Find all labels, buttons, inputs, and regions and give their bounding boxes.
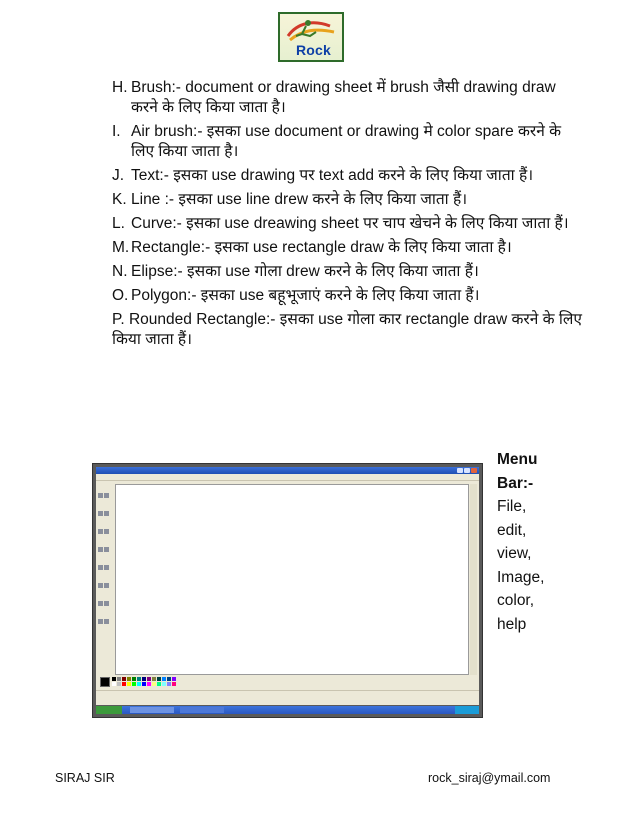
color-swatch xyxy=(147,677,151,681)
tool-descriptions xyxy=(112,78,582,354)
note-value: File, xyxy=(497,498,527,515)
tool-icon xyxy=(104,547,109,552)
color-swatch xyxy=(122,682,126,686)
tool-icon xyxy=(98,619,103,624)
list-item xyxy=(112,122,582,162)
menu-bar-note xyxy=(497,448,577,636)
list-marker: I. xyxy=(112,123,121,140)
taskbar xyxy=(96,706,479,714)
list-item xyxy=(112,78,582,118)
list-item xyxy=(112,310,582,350)
status-bar xyxy=(96,690,479,697)
list-marker: J. xyxy=(112,167,125,184)
list-text xyxy=(112,310,582,350)
color-swatch xyxy=(162,682,166,686)
tool-icon xyxy=(104,493,109,498)
color-swatch xyxy=(137,682,141,686)
tool-icon xyxy=(104,529,109,534)
tool-icon xyxy=(104,583,109,588)
color-swatch xyxy=(167,677,171,681)
list-marker: N. xyxy=(112,263,128,280)
list-text: Brush:- document or drawing sheet में brush जैसी drawing draw करने के लिए किया जाता है। xyxy=(131,79,556,116)
note-value: color, xyxy=(497,592,535,609)
maximize-icon xyxy=(464,468,470,473)
list-item xyxy=(112,238,582,258)
minimize-icon xyxy=(457,468,463,473)
tool-icon xyxy=(98,529,103,534)
color-swatch xyxy=(147,682,151,686)
menu-bar xyxy=(96,474,479,481)
list-text: Air brush:- इसका use document or drawing मे color spare करने के लिए किया जाता है। xyxy=(131,123,562,160)
color-swatch xyxy=(152,682,156,686)
paint-window xyxy=(96,467,479,705)
list-item xyxy=(112,190,582,210)
list-marker: M. xyxy=(112,239,130,256)
tool-icon xyxy=(104,565,109,570)
list-item xyxy=(112,214,582,234)
vertical-scrollbar xyxy=(470,484,477,675)
list-text: Text:- इसका use drawing पर text add करने के लिए किया जाता हैं। xyxy=(131,167,534,184)
list-text-body: Rounded Rectangle:- इसका use गोला कार rectangle draw करने के लिए किया जाता हैं। xyxy=(112,311,582,348)
title-bar xyxy=(96,467,479,474)
list-item xyxy=(112,166,582,186)
taskbar-item xyxy=(180,707,224,713)
note-value: Image, xyxy=(497,568,545,586)
color-swatch xyxy=(112,682,116,686)
note-heading: Bar:- xyxy=(497,474,534,492)
tool-icon xyxy=(98,547,103,552)
color-swatch xyxy=(100,677,110,687)
list-marker: O. xyxy=(112,287,129,304)
note-value: view, xyxy=(497,545,532,562)
close-icon xyxy=(471,468,477,473)
tool-icon xyxy=(98,511,103,516)
list-marker: H. xyxy=(112,79,128,96)
note-value: edit, xyxy=(497,521,527,539)
list-text: Curve:- इसका use dreawing sheet पर चाप खेचने के लिए किया जाता हैं। xyxy=(131,215,569,232)
taskbar-item xyxy=(130,707,174,713)
tool-icon xyxy=(98,493,103,498)
list-text: Line :- इसका use line drew करने के लिए किया जाता हैं। xyxy=(131,191,468,208)
drawing-canvas xyxy=(115,484,469,675)
color-swatch xyxy=(117,677,121,681)
color-swatch xyxy=(172,682,176,686)
start-button xyxy=(96,706,122,714)
list-marker: P. xyxy=(112,311,125,328)
system-tray xyxy=(455,706,479,714)
color-swatch xyxy=(142,682,146,686)
color-swatch xyxy=(137,677,141,681)
color-swatch xyxy=(157,677,161,681)
tool-icon xyxy=(104,601,109,606)
footer-email: rock_siraj@ymail.com xyxy=(428,771,551,785)
color-palette xyxy=(100,677,180,687)
tool-icon xyxy=(98,583,103,588)
tool-icon xyxy=(104,619,109,624)
color-swatch xyxy=(132,677,136,681)
color-swatch xyxy=(112,677,116,681)
color-swatch xyxy=(157,682,161,686)
tool-icon xyxy=(104,511,109,516)
note-value: help xyxy=(497,615,527,633)
rock-logo xyxy=(278,12,344,62)
color-swatch xyxy=(127,677,131,681)
color-swatch xyxy=(167,682,171,686)
list-item xyxy=(112,286,582,306)
color-swatch xyxy=(152,677,156,681)
list-item xyxy=(112,262,582,282)
tool-icon xyxy=(98,565,103,570)
color-swatch xyxy=(142,677,146,681)
paint-screenshot xyxy=(92,463,483,718)
color-swatch xyxy=(162,677,166,681)
color-swatch xyxy=(127,682,131,686)
color-swatch xyxy=(172,677,176,681)
list-text: Polygon:- इसका use बहूभूजाएं करने के लिए किया जाता हैं। xyxy=(131,287,480,304)
list-marker: L. xyxy=(112,215,125,232)
color-swatch xyxy=(132,682,136,686)
color-swatch xyxy=(117,682,121,686)
list-text: Elipse:- इसका use गोला drew करने के लिए किया जाता हैं। xyxy=(131,263,479,280)
note-heading: Menu xyxy=(497,451,538,468)
list-marker: K. xyxy=(112,191,127,208)
footer-author: SIRAJ SIR xyxy=(55,771,115,785)
toolbox xyxy=(98,485,112,593)
tool-icon xyxy=(98,601,103,606)
color-swatch xyxy=(122,677,126,681)
list-text: Rectangle:- इसका use rectangle draw के लिए किया जाता है। xyxy=(131,239,512,256)
logo-text: Rock xyxy=(296,42,332,58)
